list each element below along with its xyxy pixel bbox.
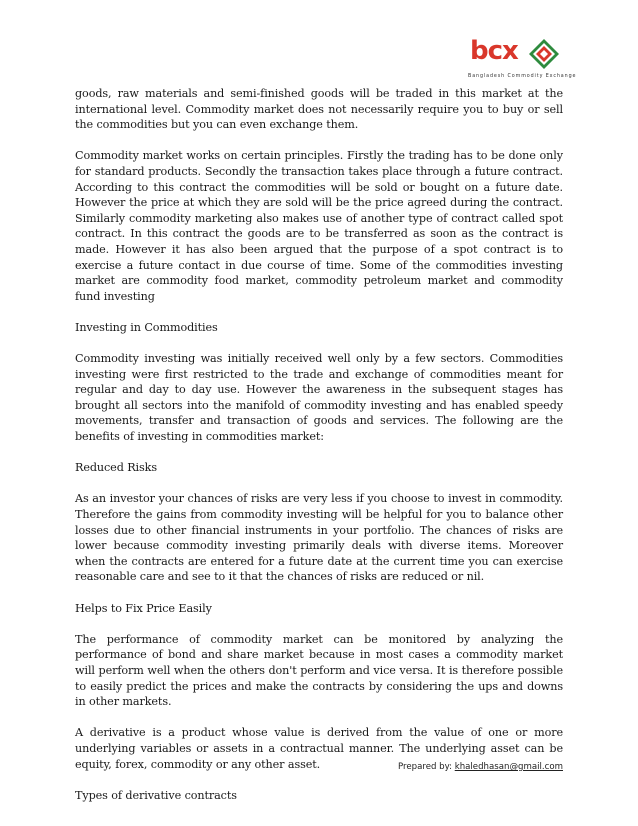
diamond-logo-icon [528, 38, 560, 70]
body-paragraph: As an investor your chances of risks are very less if you choose to invest in commodity. Therefore the gains from commodity investing will be helpful for you to balance other losses due to other financial instruments in your portfolio. The chances of risks are lower because commodity investing primarily deals with diverse items. Moreover when the contracts are entered for a future date at the current time you can exercise reasonable care and see to it that the chances of risks are reduced or nil. [75, 492, 563, 584]
logo-wordmark: bcx [470, 36, 518, 66]
body-paragraph: goods, raw materials and semi-finished goods will be traded in this market at the international level. Commodity market does not necessarily require you to buy or sell the commodities but you can even exchange them. [75, 87, 563, 132]
body-paragraph: The performance of commodity market can be monitored by analyzing the performance of bond and share market because in most cases a commodity market will perform well when the others don't perform and vice versa. It is therefore possible to easily predict the prices and make the contracts by considering the ups and downs in other markets. [75, 632, 563, 709]
body-paragraph: Commodity market works on certain principles. Firstly the trading has to be done only for standard products. Secondly the transaction takes place through a future contract. According to this contract the commodities will be sold or bought on a future date. However the price at which they are sold will be the price agreed during the contract. Similarly commodity marketing also makes use of another type of contract called spot contract. In this contract the goods are to be transferred as soon as the contract is made. However it has also been argued that the purpose of a spot contract is to exercise a future contact in due course of time. Some of the commodities investing market are commodity food market, commodity petroleum market and commodity fund investing [75, 149, 563, 303]
footer-credit [398, 762, 563, 772]
body-paragraph: A derivative is a product whose value is derived from the value of one or more underlying variables or assets in a contractual manner. The underlying asset can be equity, forex, commodity or any other asset. [75, 726, 563, 771]
footer-prefix: Prepared by: [397, 762, 455, 772]
document-body [75, 86, 563, 819]
section-heading: Helps to Fix Price Easily [75, 601, 212, 615]
bcx-logo [468, 36, 577, 86]
section-heading: Reduced Risks [75, 461, 157, 475]
section-heading: Types of derivative contracts [75, 788, 237, 802]
author-email-link[interactable]: khaledhasan@gmail.com [454, 762, 563, 772]
logo-subtitle: Bangladesh Commodity Exchange [468, 74, 577, 79]
section-heading: Investing in Commodities [75, 320, 218, 334]
body-paragraph: Commodity investing was initially received well only by a few sectors. Commodities investing were first restricted to the trade and exchange of commodities meant for regular and day to day use. However the awareness in the subsequent stages has brought all sectors into the manifold of commodity investing and has enabled speedy movements, transfer and transaction of goods and services. The following are the benefits of investing in commodities market: [75, 352, 563, 444]
